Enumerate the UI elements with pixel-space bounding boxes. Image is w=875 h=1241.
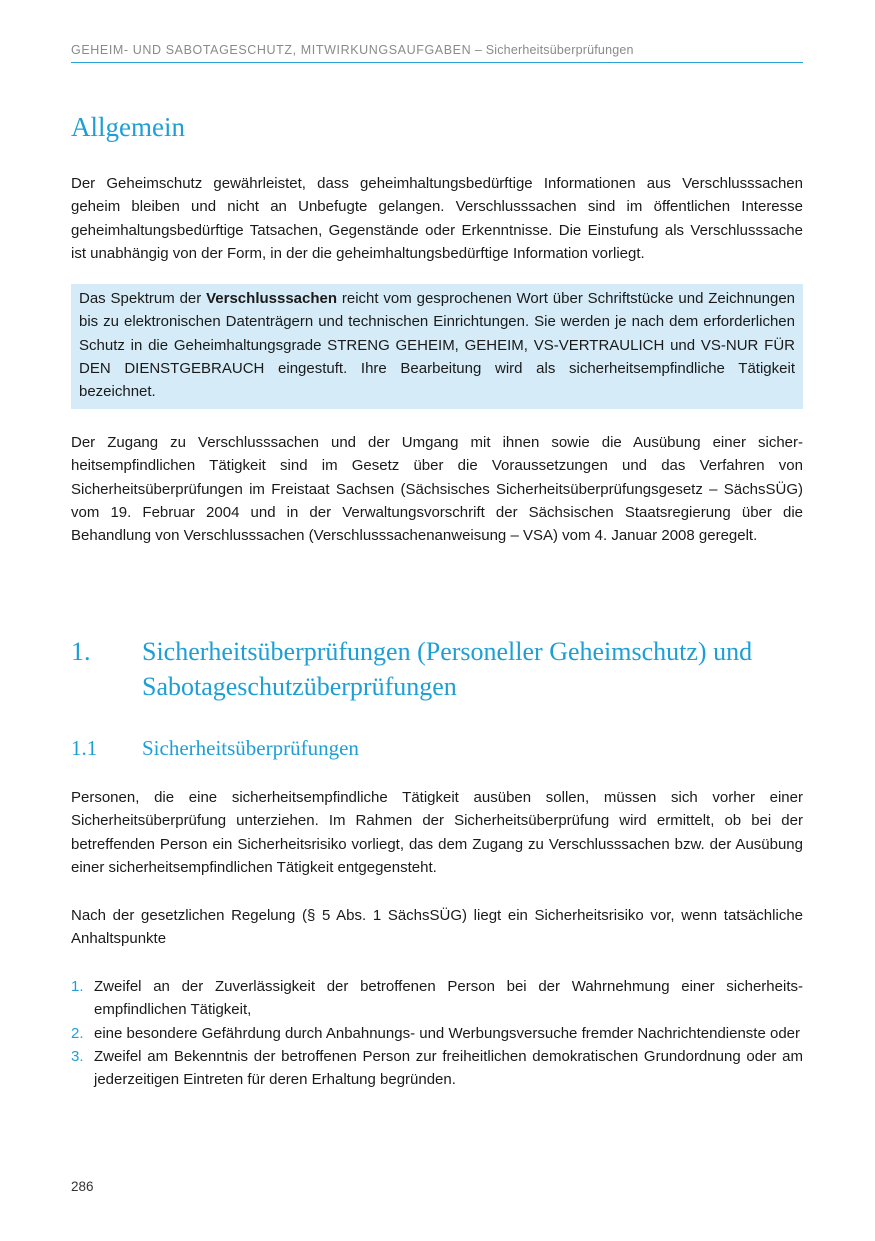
chapter-title: Sicherheitsüberprüfungen (Personeller Geheimschutz) und Sabotageschutzüberprüfungen	[142, 637, 753, 701]
info-box-term: Verschlusssachen	[206, 290, 338, 307]
subsection-number: 1.1	[71, 736, 98, 760]
list-item-text: Zweifel am Bekenntnis der betroffenen Person zur freiheitlichen demokratischen Grundordnung oder am jederzeitigen Eintreten für deren Erhaltung begründen.	[94, 1047, 803, 1089]
info-box-lead: Das Spektrum der	[79, 290, 207, 307]
list-marker: 2.	[71, 1024, 84, 1042]
running-title: GEHEIM- UND SABOTAGESCHUTZ, MITWIRKUNGSAUFGABEN	[71, 43, 472, 57]
running-header	[71, 43, 803, 63]
list-item	[71, 975, 803, 1022]
list-marker: 1.	[71, 978, 84, 995]
list-item	[71, 1022, 803, 1045]
info-box	[71, 284, 803, 409]
list-item	[71, 1045, 803, 1092]
running-subtitle: Sicherheitsüberprüfungen	[485, 43, 634, 57]
section-title: Allgemein	[71, 112, 185, 142]
legal-paragraph: Der Zugang zu Verschlusssachen und der Umgang mit ihnen sowie die Ausübung einer sicherheitsempfindlichen Tätigkeit sind im Gesetz über die Voraussetzungen und das Verfahren von Sicherheitsüberprüfungen im Freistaat Sachsen (Sächsisches Sicherheitsüberprüfungsgesetz – SächsSÜG) vom 19. Februar 2004 und in der Verwaltungsvorschrift der Sächsischen Staatsregierung über die Behandlung von Verschlusssachen (Verschlusssachenanweisung – VSA) vom 4. Januar 2008 geregelt.	[71, 434, 803, 545]
intro-paragraph: Der Geheimschutz gewährleistet, dass geheimhaltungsbedürftige Informationen aus Verschlusssachen geheim bleiben und nicht an Unbefugte gelangen. Verschlusssachen sind im öffentlichen Interesse geheimhaltungsbedürftige Tatsachen, Gegenstände oder Erkenntnisse. Die Einstufung als Verschlusssache ist unabhängig von der Form, in der die geheimhaltungsbedürftige Information vorliegt.	[71, 175, 803, 262]
running-separator: –	[471, 43, 486, 57]
list-marker: 3.	[71, 1047, 84, 1065]
list-item-text: Zweifel an der Zuverlässigkeit der betroffenen Person bei der Wahrnehmung einer sicherheitsempfindlichen Tätigkeit,	[94, 978, 803, 1019]
risk-criteria-list	[71, 975, 803, 1091]
info-box-text: reicht vom gesprochenen Wort über Schriftstücke und Zeichnungen bis zu elektronischen Datenträgern und technischen Einrichtungen. Sie werden je nach dem erforderlichen Schutz in die Geheimhaltungsgrade STRENG GEHEIM, GEHEIM, VS-VERTRAULICH und VS-NUR FÜR DEN DIENSTGEBRAUCH eingestuft. Ihre Bearbeitung wird als sicherheitsempfindliche Tätigkeit bezeichnet.	[79, 290, 795, 401]
chapter-number: 1.	[71, 637, 91, 666]
subsection-paragraph-1: Personen, die eine sicherheitsempfindliche Tätigkeit ausüben sollen, müssen sich vorher einer Sicherheitsüberprüfung unterziehen. Im Rahmen der Sicherheitsüberprüfung wird ermittelt, ob bei der betreffenden Person ein Sicherheitsrisiko vorliegt, das dem Zugang zu Verschlusssachen bzw. der Ausübung einer sicherheitsempfindlichen Tätigkeit entgegensteht.	[71, 789, 803, 876]
subsection-paragraph-2: Nach der gesetzlichen Regelung (§ 5 Abs. 1 SächsSÜG) liegt ein Sicherheitsrisiko vor, wenn tatsächliche Anhaltspunkte	[71, 907, 803, 948]
page-number: 286	[71, 1179, 94, 1194]
subsection-title: Sicherheitsüberprüfungen	[142, 736, 359, 760]
list-item-text: eine besondere Gefährdung durch Anbahnungs- und Werbungsversuche fremder Nachrichtendienste oder	[94, 1024, 801, 1042]
